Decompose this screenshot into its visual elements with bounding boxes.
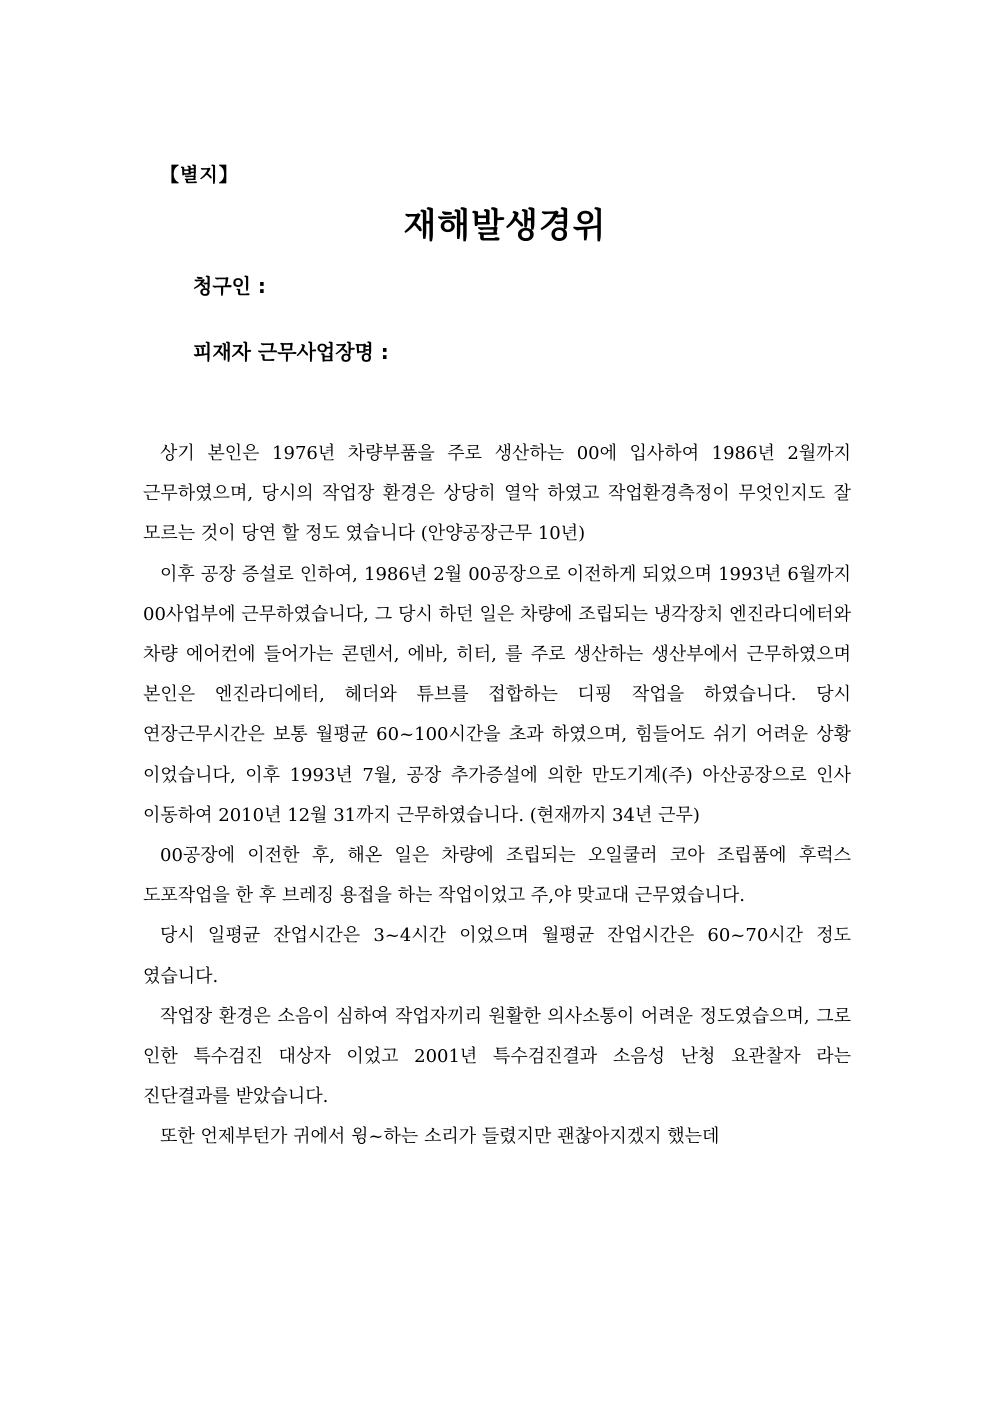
paragraph-work-duties: 00공장에 이전한 후, 해온 일은 차량에 조립되는 오일쿨러 코아 조립품에 후럭스 도포작업을 한 후 브레징 용접을 하는 작업이었고 주,야 맞교대 근무였습니다. [143,845,851,907]
annex-label: 【별지】 [160,164,239,186]
paragraph-noise-environment: 작업장 환경은 소음이 심하여 작업자끼리 원활한 의사소통이 어려운 정도였습으며, 그로 인한 특수검진 대상자 이었고 2001년 특수검진결과 소음성 난청 요관찰자 라는 진단결과를 받았습니다. [143,1005,851,1108]
workplace-label: 피재자 근무사업장명 : [193,340,389,364]
workplace-field [193,336,389,365]
paragraph-employment-history: 상기 본인은 1976년 차량부품을 주로 생산하는 00에 입사하여 1986년 2월까지 근무하였으며, 당시의 작업장 환경은 상당히 열악 하였고 작업환경측정이 무엇인지도 잘 모르는 것이 당연 할 정도 였습니다 (안양공장근무 10년) [143,443,851,545]
claimant-field [193,270,266,299]
paragraph-factory-transfer: 이후 공장 증설로 인하여, 1986년 2월 00공장으로 이전하게 되었으며 1993년 6월까지 00사업부에 근무하였습니다, 그 당시 하던 일은 차량에 조립되는 냉각장치 엔진라디에터와 차량 에어컨에 들어가는 콘덴서, 에바, 히터, 를 주로 생산하는 생산부에서 근무하였으며 본인은 엔진라디에터, 헤더와 튜브를 접합하는 디핑 작업을 하였습니다. 당시 연장근무시간은 보통 월평균 60~100시간을 초과 하였으며, 힘들어도 쉬기 어려운 상황 이었습니다, 이후 1993년 7월, 공장 추가증설에 의한 만도기계(주) 아산공장으로 인사 이동하여 2010년 12월 31까지 근무하였습니다. (현재까지 34년 근무) [143,563,851,826]
paragraph-tinnitus: 또한 언제부턴가 귀에서 윙~하는 소리가 들렸지만 괜찮아지겠지 했는데 [160,1126,720,1148]
incident-description [143,434,851,1158]
document-title: 재해발생경위 [403,206,607,246]
claimant-label: 청구인 : [193,274,266,298]
paragraph-overtime: 당시 일평균 잔업시간은 3~4시간 이었으며 월평균 잔업시간은 60~70시간 정도 였습니다. [143,925,851,987]
